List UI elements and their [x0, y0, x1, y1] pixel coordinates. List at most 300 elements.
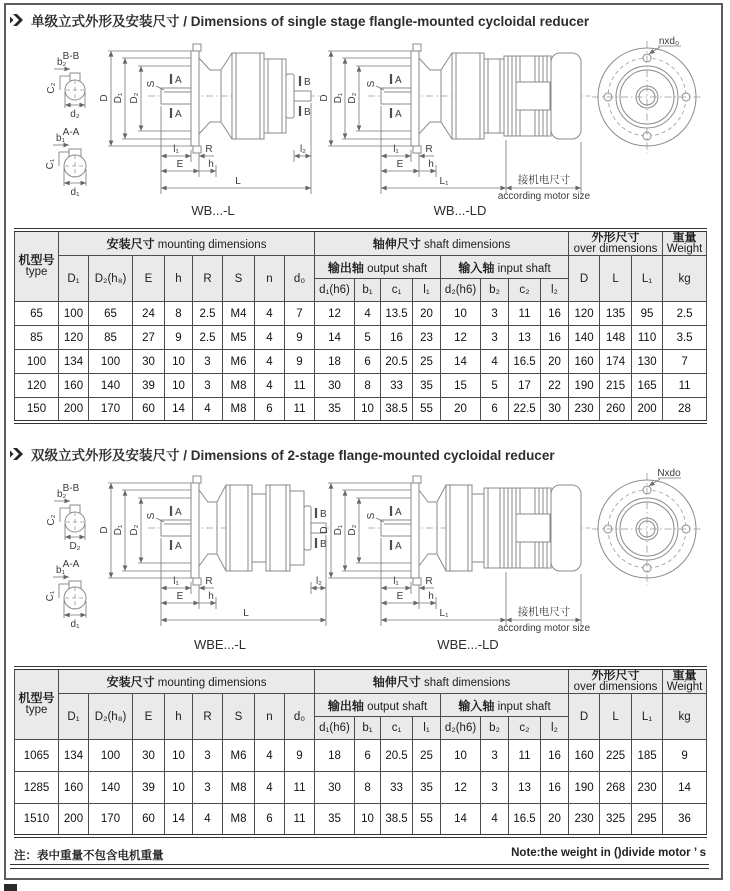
value-cell: 170 [89, 398, 133, 422]
value-cell: 16 [541, 302, 569, 326]
table-row [15, 772, 707, 804]
dim-label: l₁ [173, 144, 179, 155]
motor [504, 485, 581, 571]
dim-label: E [176, 159, 184, 170]
value-cell: 135 [600, 302, 632, 326]
value-cell: 20.5 [381, 350, 413, 374]
dim-label: L [235, 176, 241, 187]
col-header-type: 机型号 type [15, 668, 59, 740]
drawing-caption: WB...-L [191, 203, 235, 218]
dim-label: D [99, 94, 110, 102]
group-header-weight: 重量 Weight [663, 668, 707, 694]
value-cell: 14 [165, 804, 193, 836]
col-header: l₂ [541, 279, 569, 302]
flange-front-view [592, 36, 702, 153]
value-cell: 16 [541, 740, 569, 772]
section1-drawings [8, 32, 714, 231]
value-cell: 120 [59, 326, 89, 350]
cut-label: B [304, 77, 311, 88]
value-cell: 100 [89, 350, 133, 374]
value-cell: 260 [600, 398, 632, 422]
value-cell: 200 [59, 804, 89, 836]
value-cell: 9 [165, 326, 193, 350]
section-view-bb [46, 51, 85, 120]
value-cell: 8 [165, 302, 193, 326]
value-cell: 9 [285, 326, 315, 350]
cut-label: A [395, 109, 402, 120]
value-cell: 100 [59, 302, 89, 326]
value-cell: 9 [663, 740, 707, 772]
value-cell: 185 [632, 740, 663, 772]
col-header: l₁ [413, 279, 441, 302]
dim-label: b₁ [56, 565, 65, 576]
value-cell: 225 [600, 740, 632, 772]
type-cell: 65 [15, 302, 59, 326]
value-cell: 20.5 [381, 740, 413, 772]
value-cell: 3 [481, 302, 509, 326]
col-header: b₂ [481, 279, 509, 302]
value-cell: 200 [59, 398, 89, 422]
cut-label: A [395, 541, 402, 552]
value-cell: 27 [133, 326, 165, 350]
value-cell: 148 [600, 326, 632, 350]
bb-title: B-B [62, 51, 80, 62]
group-header-shaft: 轴伸尺寸 shaft dimensions [315, 668, 569, 694]
dim-label: l₁ [173, 576, 179, 587]
wbe-l-drawing [99, 476, 330, 652]
value-cell: 30 [315, 374, 355, 398]
group-header-output-shaft: 输出轴 output shaft [315, 694, 441, 717]
value-cell: 11 [285, 374, 315, 398]
col-header: c₂ [509, 717, 541, 740]
value-cell: 134 [59, 350, 89, 374]
value-cell: 9 [285, 350, 315, 374]
dim-label: R [205, 144, 213, 155]
value-cell: 190 [569, 772, 600, 804]
value-cell: 174 [600, 350, 632, 374]
motor [504, 53, 581, 139]
motor-size-note-en: according motor size [497, 623, 591, 634]
value-cell: 38.5 [381, 804, 413, 836]
dim-label: D₂ [347, 92, 358, 104]
dim-label: D₁ [333, 524, 344, 536]
flange-holes-label: nxd₀ [658, 36, 680, 47]
value-cell: 4 [255, 772, 285, 804]
value-cell: 25 [413, 350, 441, 374]
col-header: d₀ [285, 694, 315, 740]
value-cell: 33 [381, 772, 413, 804]
section1-title [10, 10, 589, 30]
footer-note [14, 847, 706, 863]
value-cell: 230 [569, 804, 600, 836]
value-cell: 11 [509, 740, 541, 772]
value-cell: 14 [663, 772, 707, 804]
value-cell: 12 [441, 772, 481, 804]
group-header-weight: 重量 Weight [663, 230, 707, 256]
value-cell: 4 [255, 740, 285, 772]
col-header: d₂(h6) [441, 717, 481, 740]
col-header: h [165, 694, 193, 740]
dim-label: L₁ [439, 608, 449, 619]
value-cell: 23 [413, 326, 441, 350]
dim-label: h [428, 591, 434, 602]
drawing-caption: WB...-LD [433, 203, 487, 218]
value-cell: 30 [315, 772, 355, 804]
col-header: c₂ [509, 279, 541, 302]
col-header: E [133, 694, 165, 740]
dim-label: d₂ [70, 109, 80, 120]
section2-title-text: 双级立式外形及安装尺寸 / Dimensions of 2-stage flange-mounted cycloidal reducer [31, 448, 555, 463]
value-cell: 11 [663, 374, 707, 398]
value-cell: 3 [193, 350, 223, 374]
value-cell: 22.5 [509, 398, 541, 422]
value-cell: 16.5 [509, 350, 541, 374]
dim-label: S [366, 80, 377, 88]
col-header: b₂ [481, 717, 509, 740]
cut-label: B [320, 509, 327, 520]
cut-label: A [175, 109, 182, 120]
dim-label: L [243, 608, 249, 619]
type-cell: 150 [15, 398, 59, 422]
flange-front-view [592, 468, 702, 585]
cut-label: A [175, 541, 182, 552]
col-header: n [255, 256, 285, 302]
value-cell: 30 [133, 350, 165, 374]
value-cell: 60 [133, 804, 165, 836]
type-cell: 100 [15, 350, 59, 374]
table-row [15, 804, 707, 836]
value-cell: 7 [663, 350, 707, 374]
value-cell: 6 [481, 398, 509, 422]
value-cell: 5 [481, 374, 509, 398]
dim-label: d₁ [70, 619, 80, 630]
footer-note-cn: 注：表中重量不包含电机重量 [14, 850, 164, 862]
value-cell: 30 [133, 740, 165, 772]
value-cell: M8 [223, 374, 255, 398]
value-cell: 4 [193, 804, 223, 836]
value-cell: 11 [285, 772, 315, 804]
group-header-mounting: 安装尺寸 mounting dimensions [59, 668, 315, 694]
value-cell: 85 [89, 326, 133, 350]
value-cell: 13 [509, 772, 541, 804]
dim-label: l₁ [393, 144, 399, 155]
value-cell: 160 [59, 374, 89, 398]
dim-label: E [176, 591, 184, 602]
dim-label: l₁ [393, 576, 399, 587]
group-header-shaft: 轴伸尺寸 shaft dimensions [315, 230, 569, 256]
value-cell: 12 [315, 302, 355, 326]
section-view-bb [46, 483, 85, 552]
dim-label: C₂ [46, 82, 57, 94]
dim-label: E [396, 159, 404, 170]
value-cell: 4 [255, 374, 285, 398]
group-header-input-shaft: 输入轴 input shaft [441, 256, 569, 279]
value-cell: 4 [355, 302, 381, 326]
col-header: c₁ [381, 717, 413, 740]
value-cell: 24 [133, 302, 165, 326]
value-cell: 165 [632, 374, 663, 398]
drawing-caption: WBE...-LD [437, 637, 499, 652]
bottom-rule [10, 864, 709, 869]
value-cell: 12 [441, 326, 481, 350]
value-cell: 140 [89, 374, 133, 398]
value-cell: 230 [632, 772, 663, 804]
value-cell: M4 [223, 302, 255, 326]
value-cell: 65 [89, 302, 133, 326]
value-cell: 140 [89, 772, 133, 804]
value-cell: 4 [193, 398, 223, 422]
value-cell: 60 [133, 398, 165, 422]
value-cell: 200 [632, 398, 663, 422]
value-cell: 3 [193, 374, 223, 398]
value-cell: 18 [315, 350, 355, 374]
value-cell: 39 [133, 374, 165, 398]
value-cell: 13.5 [381, 302, 413, 326]
value-cell: 10 [441, 740, 481, 772]
value-cell: 22 [541, 374, 569, 398]
dim-label: h [428, 159, 434, 170]
col-header: d₀ [285, 256, 315, 302]
dim-label: C₁ [45, 590, 56, 602]
value-cell: 130 [632, 350, 663, 374]
value-cell: 36 [663, 804, 707, 836]
col-header: S [223, 256, 255, 302]
value-cell: 33 [381, 374, 413, 398]
col-header: L₁ [632, 694, 663, 740]
footer-note-en: Note:the weight in ()divide motor ’ s [511, 847, 706, 859]
dim-label: b₂ [57, 489, 67, 500]
motor-size-note-cn: 接机电尺寸 [517, 606, 571, 618]
dim-label: D₂ [129, 92, 140, 104]
col-header: d₁(h6) [315, 279, 355, 302]
group-header-mounting: 安装尺寸 mounting dimensions [59, 230, 315, 256]
section1-title-text: 单级立式外形及安装尺寸 / Dimensions of single stage flangle-mounted cycloidal reducer [31, 14, 590, 29]
dim-label: R [205, 576, 213, 587]
bb-title: B-B [62, 483, 80, 494]
section2-title [10, 444, 555, 464]
value-cell: 11 [285, 398, 315, 422]
type-cell: 120 [15, 374, 59, 398]
value-cell: 295 [632, 804, 663, 836]
value-cell: 160 [569, 740, 600, 772]
dim-label: C₁ [45, 158, 56, 170]
flange-holes-label: Nxdo [657, 468, 681, 479]
value-cell: 6 [255, 398, 285, 422]
col-header: S [223, 694, 255, 740]
arrow-bullet-icon [10, 14, 24, 26]
col-header: D₁ [59, 256, 89, 302]
value-cell: 9 [285, 740, 315, 772]
dim-label: l₂ [315, 576, 323, 587]
value-cell: M6 [223, 740, 255, 772]
value-cell: 55 [413, 804, 441, 836]
value-cell: 268 [600, 772, 632, 804]
value-cell: 4 [255, 302, 285, 326]
col-header: L [600, 694, 632, 740]
value-cell: 3 [193, 740, 223, 772]
group-header-over: 外形尺寸 over dimensions [569, 230, 663, 256]
value-cell: 30 [541, 398, 569, 422]
col-header: D₁ [59, 694, 89, 740]
value-cell: 2.5 [193, 302, 223, 326]
value-cell: 11 [285, 804, 315, 836]
dim-label: l₂ [299, 144, 307, 155]
dim-label: D₁ [113, 524, 124, 536]
dim-label: h [208, 159, 214, 170]
value-cell: 10 [355, 398, 381, 422]
table-row [15, 374, 707, 398]
table-row [15, 398, 707, 422]
type-cell: 85 [15, 326, 59, 350]
value-cell: 7 [285, 302, 315, 326]
value-cell: 14 [441, 350, 481, 374]
dim-label: R [425, 576, 433, 587]
type-cell: 1285 [15, 772, 59, 804]
value-cell: 17 [509, 374, 541, 398]
section2-drawings [8, 464, 714, 667]
value-cell: 15 [441, 374, 481, 398]
value-cell: 10 [355, 804, 381, 836]
dim-label: C₂ [46, 514, 57, 526]
value-cell: 14 [441, 804, 481, 836]
value-cell: 35 [315, 804, 355, 836]
col-header: c₁ [381, 279, 413, 302]
table-row [15, 740, 707, 772]
type-cell: 1510 [15, 804, 59, 836]
value-cell: 3 [481, 772, 509, 804]
two-stage-dimension-table [14, 666, 707, 838]
value-cell: 28 [663, 398, 707, 422]
value-cell: 20 [413, 302, 441, 326]
value-cell: 140 [569, 326, 600, 350]
col-header-type: 机型号 type [15, 230, 59, 302]
dim-label: R [425, 144, 433, 155]
dim-label: D₁ [333, 92, 344, 104]
value-cell: 14 [165, 398, 193, 422]
value-cell: 16.5 [509, 804, 541, 836]
value-cell: 39 [133, 772, 165, 804]
value-cell: M6 [223, 350, 255, 374]
col-header: d₁(h6) [315, 717, 355, 740]
wbe-ld-drawing [319, 476, 591, 652]
dim-label: S [146, 80, 157, 88]
value-cell: 215 [600, 374, 632, 398]
cut-label: A [395, 75, 402, 86]
dim-label: d₁ [70, 187, 80, 198]
value-cell: 10 [165, 374, 193, 398]
value-cell: 6 [255, 804, 285, 836]
value-cell: 95 [632, 302, 663, 326]
value-cell: 230 [569, 398, 600, 422]
value-cell: 3 [481, 740, 509, 772]
col-header: n [255, 694, 285, 740]
aa-title: A-A [62, 127, 80, 138]
value-cell: 6 [355, 740, 381, 772]
value-cell: 3.5 [663, 326, 707, 350]
value-cell: 8 [355, 772, 381, 804]
dim-label: D₂ [347, 524, 358, 536]
value-cell: 35 [413, 374, 441, 398]
value-cell: 20 [441, 398, 481, 422]
cut-label: A [175, 507, 182, 518]
value-cell: 10 [165, 740, 193, 772]
value-cell: 16 [381, 326, 413, 350]
value-cell: M8 [223, 804, 255, 836]
value-cell: 35 [315, 398, 355, 422]
section-view-aa [45, 559, 86, 630]
arrow-bullet-icon [10, 448, 24, 460]
section-view-aa [45, 127, 86, 198]
value-cell: 134 [59, 740, 89, 772]
dim-label: h [208, 591, 214, 602]
col-header: E [133, 256, 165, 302]
col-header: D [569, 694, 600, 740]
col-header: b₁ [355, 717, 381, 740]
group-header-output-shaft: 输出轴 output shaft [315, 256, 441, 279]
col-header: b₁ [355, 279, 381, 302]
col-header: R [193, 256, 223, 302]
value-cell: 4 [481, 804, 509, 836]
motor-size-note-cn: 接机电尺寸 [517, 174, 571, 186]
value-cell: 190 [569, 374, 600, 398]
value-cell: 110 [632, 326, 663, 350]
page-corner-mark [4, 884, 17, 891]
value-cell: 4 [255, 350, 285, 374]
dim-label: S [366, 512, 377, 520]
dim-label: D [319, 94, 330, 102]
value-cell: 38.5 [381, 398, 413, 422]
col-header: D [569, 256, 600, 302]
dim-label: D₂ [129, 524, 140, 536]
value-cell: 10 [165, 772, 193, 804]
value-cell: 16 [541, 772, 569, 804]
wb-l-drawing [99, 44, 320, 218]
value-cell: 6 [355, 350, 381, 374]
value-cell: 10 [165, 350, 193, 374]
dim-label: D₂ [69, 541, 81, 552]
col-header: D₂(h₈) [89, 694, 133, 740]
value-cell: 16 [541, 326, 569, 350]
dim-label: D₁ [113, 92, 124, 104]
value-cell: 25 [413, 740, 441, 772]
col-header: d₂(h6) [441, 279, 481, 302]
cut-label: B [304, 107, 311, 118]
col-header: L [600, 256, 632, 302]
table-row [15, 350, 707, 374]
value-cell: 325 [600, 804, 632, 836]
group-header-input-shaft: 输入轴 input shaft [441, 694, 569, 717]
value-cell: 5 [355, 326, 381, 350]
dim-label: D [99, 526, 110, 534]
cut-label: A [395, 507, 402, 518]
value-cell: M8 [223, 398, 255, 422]
value-cell: 3 [481, 326, 509, 350]
type-cell: 1065 [15, 740, 59, 772]
col-header: kg [663, 694, 707, 740]
dim-label: b₁ [56, 133, 65, 144]
value-cell: 2.5 [193, 326, 223, 350]
col-header: D₂(h₈) [89, 256, 133, 302]
drawing-caption: WBE...-L [193, 637, 247, 652]
group-header-over: 外形尺寸 over dimensions [569, 668, 663, 694]
col-header: l₁ [413, 717, 441, 740]
value-cell: 55 [413, 398, 441, 422]
value-cell: 10 [441, 302, 481, 326]
col-header: L₁ [632, 256, 663, 302]
dim-label: b₂ [57, 57, 67, 68]
table-row [15, 326, 707, 350]
value-cell: 4 [255, 326, 285, 350]
